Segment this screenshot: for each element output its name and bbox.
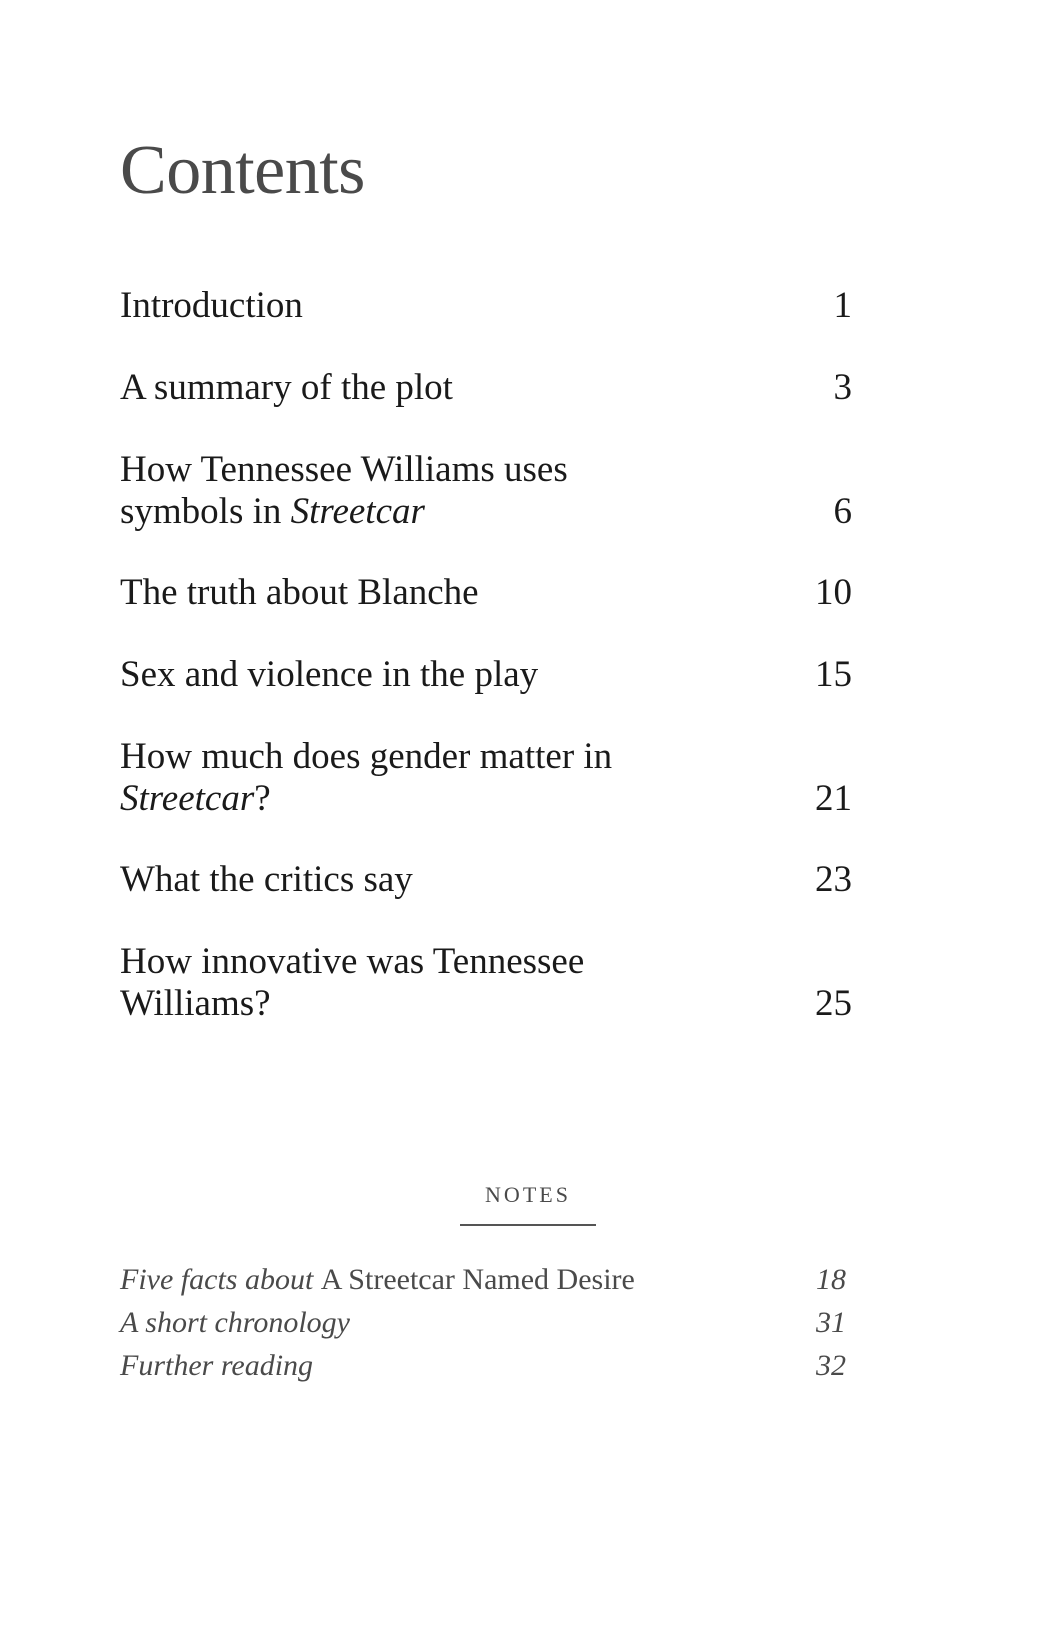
notes-divider bbox=[460, 1224, 596, 1226]
page-title: Contents bbox=[120, 132, 365, 209]
toc-entry-title: Introduction bbox=[120, 285, 303, 326]
note-entry-title-italic: Five facts about bbox=[120, 1263, 321, 1296]
notes-heading: NOTES bbox=[485, 1182, 571, 1207]
toc-entry-page: 25 bbox=[815, 983, 852, 1024]
toc-entry-title: How Tennessee Williams uses bbox=[120, 449, 568, 490]
toc-entry-title: What the critics say bbox=[120, 859, 413, 900]
toc-entry-page: 6 bbox=[833, 491, 852, 532]
note-entry-title-italic: Further reading bbox=[120, 1349, 314, 1382]
toc-entry-title: Sex and violence in the play bbox=[120, 654, 539, 695]
toc-entry-title-line2: Williams? bbox=[120, 983, 271, 1024]
note-entry-five-facts[interactable] bbox=[120, 1262, 846, 1298]
toc-entry-title-line2: Streetcar? bbox=[120, 778, 271, 819]
toc-entry-page: 23 bbox=[815, 859, 852, 900]
toc-entry-sex-violence[interactable] bbox=[120, 654, 852, 696]
toc-entry-title: How innovative was Tennessee bbox=[120, 941, 585, 982]
toc-entry-page: 3 bbox=[833, 367, 852, 408]
italic-work-title: Streetcar bbox=[290, 491, 425, 532]
toc-entry-innovative[interactable] bbox=[120, 941, 852, 1025]
note-entry-title-italic: A short chronology bbox=[120, 1306, 350, 1339]
note-entry-further-reading[interactable] bbox=[120, 1348, 846, 1384]
note-entry-page: 31 bbox=[816, 1306, 846, 1339]
toc-entry-title-line2: symbols in Streetcar bbox=[120, 491, 425, 532]
toc-entry-symbols[interactable] bbox=[120, 449, 852, 533]
toc-entry-summary[interactable] bbox=[120, 367, 852, 409]
toc-entry-gender[interactable] bbox=[120, 736, 852, 820]
note-entry-chronology[interactable] bbox=[120, 1305, 846, 1341]
toc-entry-page: 21 bbox=[815, 778, 852, 819]
toc-entry-title: How much does gender matter in bbox=[120, 736, 613, 777]
toc-entry-page: 1 bbox=[833, 285, 852, 326]
toc-entry-title: A summary of the plot bbox=[120, 367, 453, 408]
toc-entry-blanche[interactable] bbox=[120, 572, 852, 614]
toc-entry-critics[interactable] bbox=[120, 859, 852, 901]
note-entry-title-roman: A Streetcar Named Desire bbox=[320, 1263, 635, 1296]
note-entry-page: 32 bbox=[816, 1349, 846, 1382]
toc-entry-introduction[interactable] bbox=[120, 285, 852, 327]
toc-entry-page: 15 bbox=[815, 654, 852, 695]
italic-work-title: Streetcar bbox=[120, 778, 255, 819]
toc-entry-title: The truth about Blanche bbox=[120, 572, 479, 613]
toc-entry-page: 10 bbox=[815, 572, 852, 613]
note-entry-page: 18 bbox=[816, 1263, 846, 1296]
